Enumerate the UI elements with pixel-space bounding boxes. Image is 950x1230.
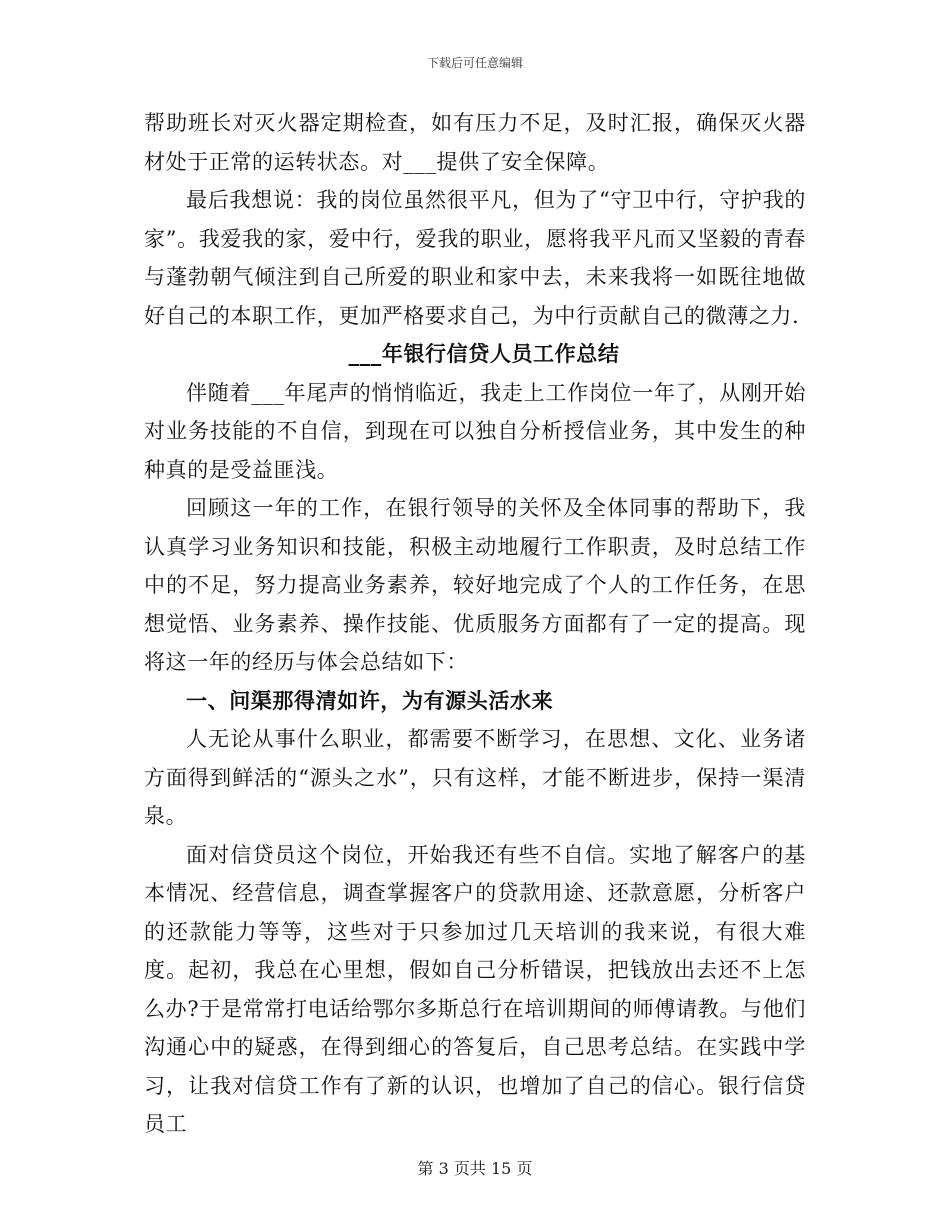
- paragraph-4: 回顾这一年的工作，在银行领导的关怀及全体同事的帮助下，我认真学习业务知识和技能，积极主动地履行工作职责，及时总结工作中的不足，努力提高业务素养，较好地完成了个人的工作任务，在思想觉悟、业务素养、操作技能、优质服务方面都有了一定的提高。现将这一年的经历与体会总结如下：: [144, 496, 806, 674]
- paragraph-2: 最后我想说：我的岗位虽然很平凡，但为了“守卫中行，守护我的家”。我爱我的家，爱中行，爱我的职业，愿将我平凡而又坚毅的青春与蓬勃朝气倾注到自己所爱的职业和家中去，未来我将一如既往地做好自己的本职工作，更加严格要求自己，为中行贡献自己的微薄之力.: [144, 188, 806, 328]
- document-title: ___年银行信贷人员工作总结: [348, 341, 620, 366]
- page-header: 下载后可任意编辑: [426, 56, 523, 70]
- document-body: [144, 104, 806, 1144]
- page-footer: 第 3 页共 15 页: [417, 1159, 533, 1178]
- paragraph-3: 伴随着___年尾声的悄悄临近，我走上工作岗位一年了，从刚开始对业务技能的不自信，到现在可以独自分析授信业务，其中发生的种种真的是受益匪浅。: [144, 380, 806, 482]
- paragraph-5: 人无论从事什么职业，都需要不断学习，在思想、文化、业务诸方面得到鲜活的“源头之水”，只有这样，才能不断进步，保持一渠清泉。: [144, 727, 806, 828]
- section-heading-1: 一、问渠那得清如许，为有源头活水来: [186, 687, 554, 713]
- paragraph-6: 面对信贷员这个岗位，开始我还有些不自信。实地了解客户的基本情况、经营信息，调查掌握客户的贷款用途、还款意愿，分析客户的还款能力等等，这些对于只参加过几天培训的我来说，有很大难度。起初，我总在心里想，假如自己分析错误，把钱放出去还不上怎么办?于是常常打电话给鄂尔多斯总行在培训期间的师傅请教。与他们沟通心中的疑惑，在得到细心的答复后，自己思考总结。在实践中学习，让我对信贷工作有了新的认识，也增加了自己的信心。银行信贷员工: [144, 842, 806, 1136]
- paragraph-1: 帮助班长对灭火器定期检查，如有压力不足，及时汇报，确保灭火器材处于正常的运转状态。对___提供了安全保障。: [144, 111, 806, 174]
